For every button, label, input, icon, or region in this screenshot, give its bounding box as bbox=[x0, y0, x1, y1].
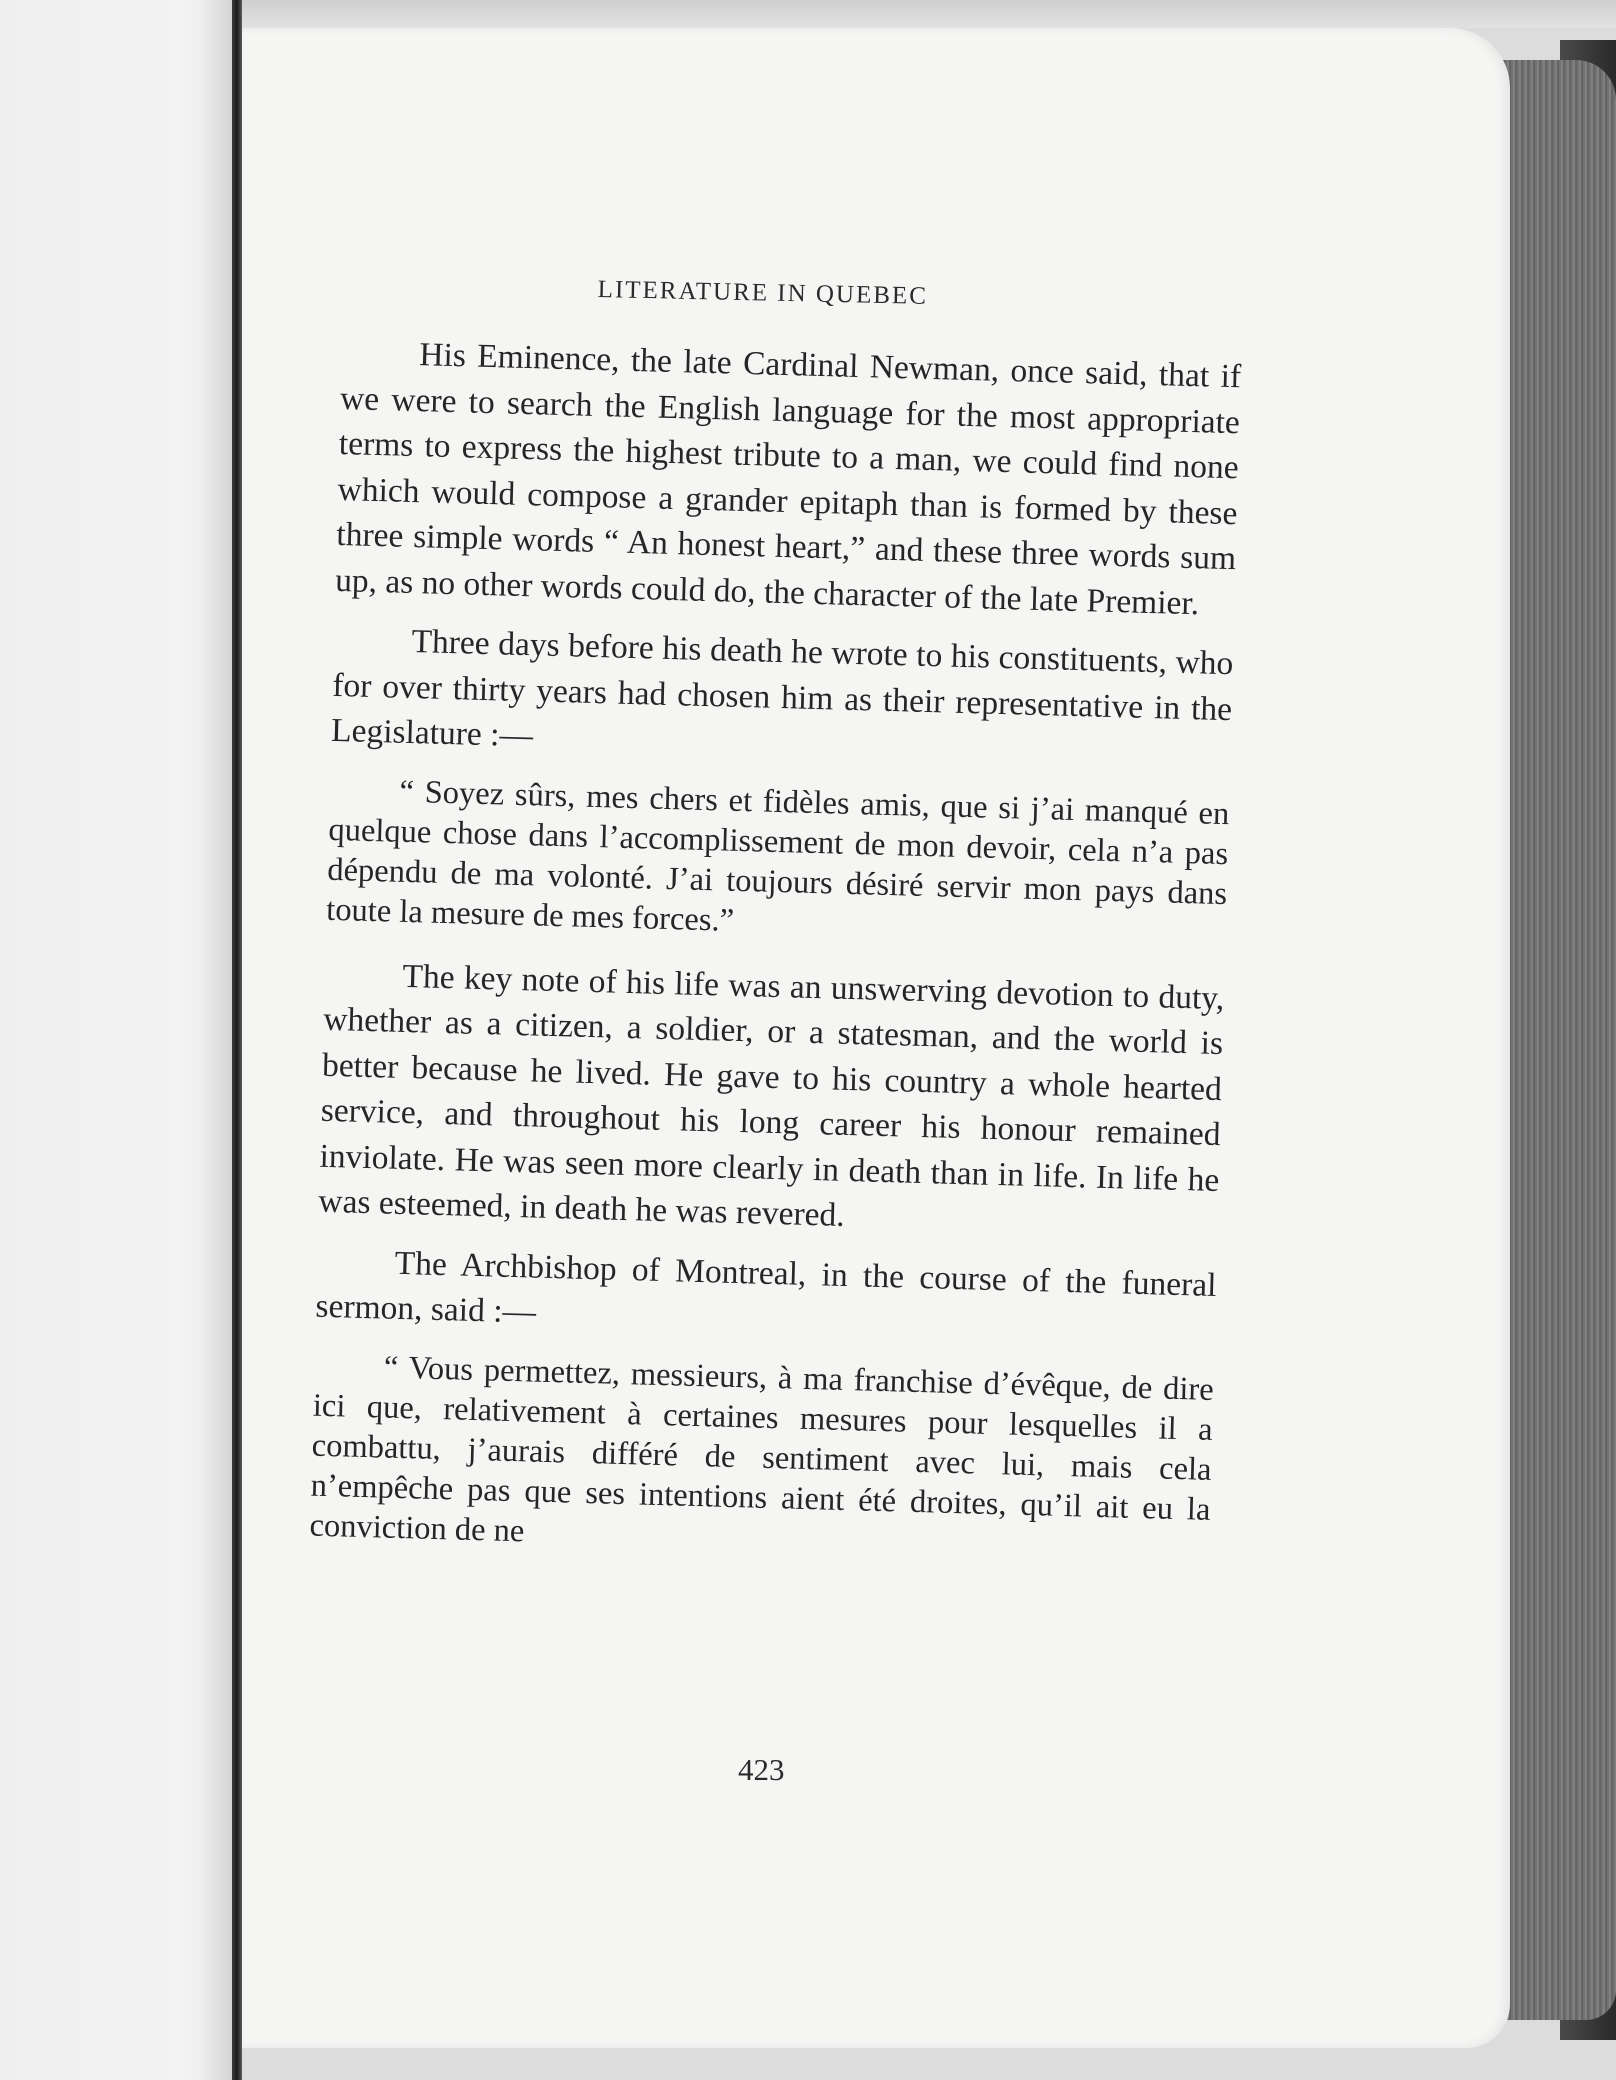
body-text bbox=[309, 330, 1242, 1569]
quote-soyez-surs: “ Soyez sûrs, mes chers et fidèles amis, que si j’ai manqué en quelque chose dans l’accomplissement de mon devoir, cela n’a pas dépendu de ma volonté. J’ai toujours désiré servir mon pays dans toute la mesure de mes forces.” bbox=[325, 773, 1230, 939]
paragraph-three-days: Three days before his death he wrote to his constituents, who for over thirty years had chosen him as their representative in the Legislature :— bbox=[330, 623, 1234, 755]
book-gutter bbox=[232, 0, 242, 2080]
page-number: 423 bbox=[738, 1752, 785, 1787]
gutter-shadow bbox=[200, 0, 232, 2080]
scan-top-edge bbox=[0, 0, 1616, 28]
page-stack-edges bbox=[1500, 60, 1616, 2020]
paragraph-archbishop: The Archbishop of Montreal, in the course of the funeral sermon, said :— bbox=[315, 1244, 1217, 1331]
left-facing-page bbox=[0, 0, 232, 2080]
quote-vous-permettez: “ Vous permettez, messieurs, à ma franchise d’évêque, de dire ici que, relativement à certaines mesures pour lesquelles il a combattu, j’aurais différé de sentiment avec lui, mais cela n’empêche pas que ses intentions aient été droites, qu’il ait eu la conviction de ne bbox=[309, 1349, 1215, 1549]
paragraph-newman: His Eminence, the late Cardinal Newman, once said, that if we were to search the English language for the most appropriate terms to express the highest tribute to a man, we could find none which would compose a grander epitaph than is formed by these three simple words “ An honest heart,” and these three words sum up, as no other words could do, the character of the late Premier. bbox=[334, 336, 1242, 622]
running-head: LITERATURE IN QUEBEC bbox=[597, 276, 929, 310]
paragraph-key-note: The key note of his life was an unswerving devotion to duty, whether as a citizen, a soldier, or a statesman, and the world is better because he lived. He gave to his country a whole hearted service, and throughout his long career his honour remained inviolate. He was seen more clearly in death than in life. In life he was esteemed, in death he was revered. bbox=[317, 957, 1225, 1234]
